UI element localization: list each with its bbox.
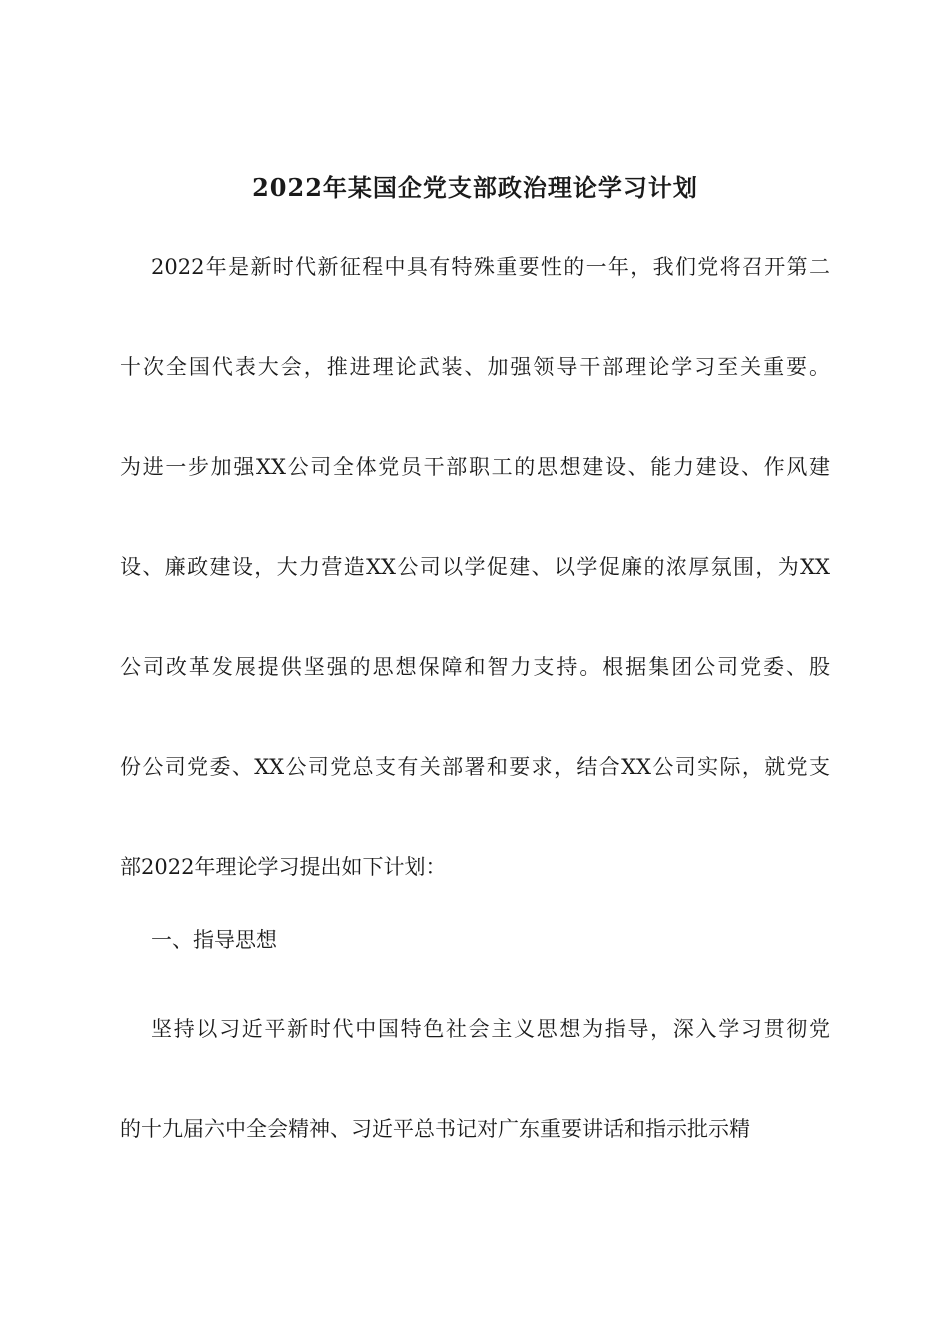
body-line-4: 设、廉政建设，大力营造XX公司以学促建、以学促廉的浓厚氛围，为XX [120,555,830,579]
body-line-5: 公司改革发展提供坚强的思想保障和智力支持。根据集团公司党委、股 [120,655,830,679]
body-line-7: 部2022年理论学习提出如下计划： [120,855,447,879]
body-line-10: 的十九届六中全会精神、习近平总书记对广东重要讲话和指示批示精 [120,1117,750,1141]
body-line-1: 2022年是新时代新征程中具有特殊重要性的一年，我们党将召开第二 [151,255,830,279]
body-line-2: 十次全国代表大会，推进理论武装、加强领导干部理论学习至关重要。 [120,355,830,379]
document-title: 2022年某国企党支部政治理论学习计划 [252,173,698,202]
body-line-6: 份公司党委、XX公司党总支有关部署和要求，结合XX公司实际，就党支 [120,755,830,779]
body-line-3: 为进一步加强XX公司全体党员干部职工的思想建设、能力建设、作风建 [120,455,830,479]
body-line-9: 坚持以习近平新时代中国特色社会主义思想为指导，深入学习贯彻党 [151,1017,830,1041]
section-heading-guiding-ideology: 一、指导思想 [151,928,277,952]
